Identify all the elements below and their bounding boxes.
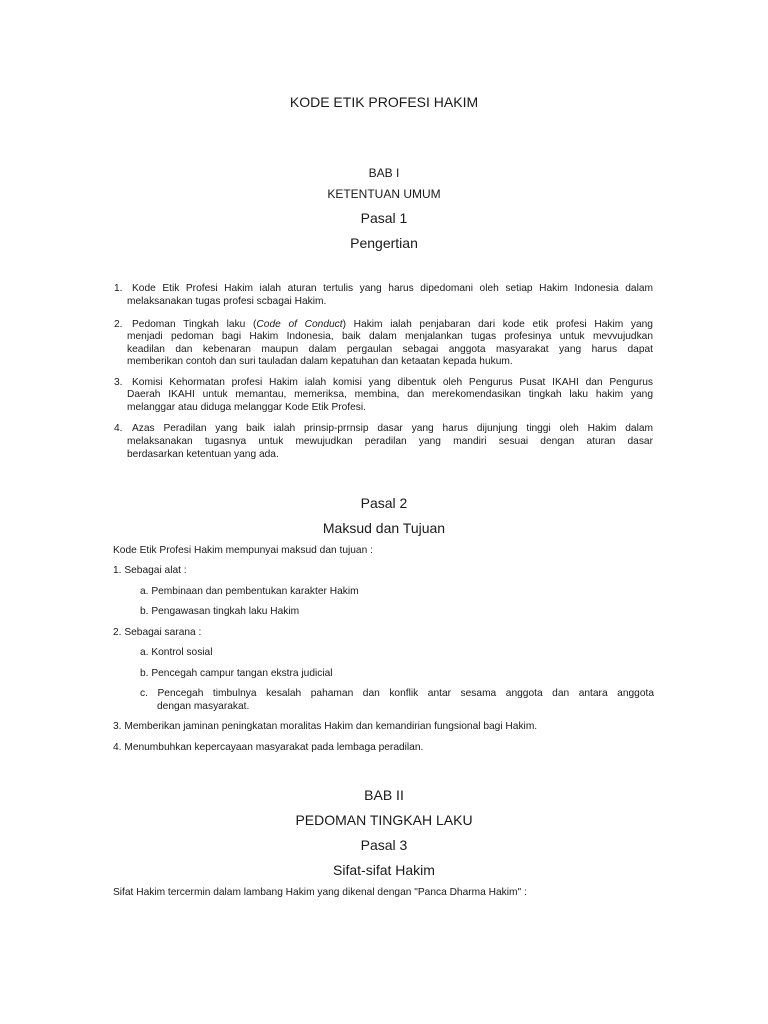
text-line: Kode Etik Profesi Hakim ialah aturan tertulis yang harus dipedomani oleh setiap Hakim Indonesia dalam <box>132 283 653 294</box>
bab-2-label: BAB II <box>364 787 404 803</box>
list-item: 3. Memberikan jaminan peningkatan moralitas Hakim dan kemandirian fungsional bagi Hakim. <box>113 721 538 732</box>
pasal-3-title: Sifat-sifat Hakim <box>333 862 435 878</box>
text-line: dengan masyarakat. <box>157 701 250 712</box>
text-line: Azas Peradilan yang baik ialah prinsip-prrnsip dasar yang harus dijunjung tinggi oleh Hakim dalam <box>132 423 653 434</box>
text-line <box>132 319 653 332</box>
list-item: 4. Menumbuhkan kepercayaan masyarakat pada lembaga peradilan. <box>113 742 424 753</box>
italic-term: Code of Conduct <box>256 319 343 330</box>
pasal-1-title: Pengertian <box>350 235 418 251</box>
bab-2-subtitle: PEDOMAN TINGKAH LAKU <box>295 812 473 828</box>
list-item: 2. Sebagai sarana : <box>113 627 202 638</box>
list-subitem: a. Pembinaan dan pembentukan karakter Hakim <box>140 586 359 597</box>
text-line: melaksanakan tugas profesi scbagai Hakim. <box>127 296 327 307</box>
text-line: c. Pencegah timbulnya kesalah pahaman dan konflik antar sesama anggota dan antara anggota <box>140 688 654 699</box>
list-number: 1. <box>114 283 123 294</box>
list-subitem: b. Pengawasan tingkah laku Hakim <box>140 606 300 617</box>
list-item: 1. Sebagai alat : <box>113 565 187 576</box>
text-line: Daerah IKAHI untuk memantau, memeriksa, membina, dan merekomendasikan tingkah laku hakim yang <box>127 389 653 400</box>
pasal-2-intro: Kode Etik Profesi Hakim mempunyai maksud dan tujuan : <box>113 545 373 556</box>
list-number: 2. <box>114 319 123 330</box>
text-line: memberikan contoh dan suri tauladan dalam kepatuhan dan ketaatan kepada hukum. <box>127 356 513 367</box>
list-subitem: b. Pencegah campur tangan ekstra judicial <box>140 668 333 679</box>
text-line: berdasarkan ketentuan yang ada. <box>127 448 279 460</box>
pasal-1-heading: Pasal 1 <box>360 210 408 226</box>
list-subitem <box>140 688 654 701</box>
text-run: ) Hakim ialah penjabaran dari kode etik profesi Hakim yang <box>342 319 653 330</box>
list-item <box>132 377 653 390</box>
pasal-2-heading: Pasal 2 <box>360 495 408 511</box>
text-run: Pedoman Tingkah laku ( <box>132 319 257 330</box>
bab-1-subtitle: KETENTUAN UMUM <box>327 187 441 201</box>
text-line: Komisi Kehormatan profesi Hakim ialah komisi yang dibentuk oleh Pengurus Pusat IKAHI dan Pengurus <box>132 377 653 388</box>
pasal-3-heading: Pasal 3 <box>360 837 408 853</box>
text-line: menjadi pedoman bagi Hakim Indonesia, baik dalam menjalankan tugas profesinya untuk mevvujudkan <box>127 331 653 342</box>
list-item <box>132 423 653 436</box>
list-item-continuation <box>127 436 653 461</box>
pasal-2-title: Maksud dan Tujuan <box>322 520 446 536</box>
list-number: 3. <box>114 377 123 388</box>
list-item <box>132 319 653 332</box>
document-title: KODE ETIK PROFESI HAKIM <box>289 94 479 110</box>
text-line: keadilan dan kebenaran maupun dalam pergaulan sebagai anggota masyarakat yang harus dapat <box>127 343 653 355</box>
list-number: 4. <box>114 423 123 434</box>
text-line: melanggar atau diduga melanggar Kode Etik Profesi. <box>127 401 366 413</box>
list-item-continuation <box>127 331 653 369</box>
bab-1-label: BAB I <box>368 166 400 180</box>
list-item <box>132 283 653 296</box>
list-subitem: a. Kontrol sosial <box>140 647 213 658</box>
list-item-continuation <box>127 389 653 414</box>
text-line: melaksanakan tugasnya untuk mewujudkan peradilan yang mandiri sesuai dengan aturan dasar <box>127 436 653 447</box>
pasal-3-intro: Sifat Hakim tercermin dalam lambang Hakim yang dikenal dengan "Panca Dharma Hakim" : <box>113 887 527 898</box>
